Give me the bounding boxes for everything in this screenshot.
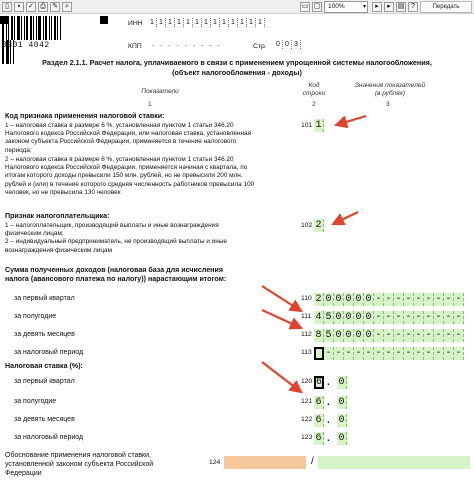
tax-rate-frac-field-122[interactable]: [337, 414, 347, 427]
digit-cell: -: [324, 347, 334, 360]
digit-cell: -: [424, 293, 434, 306]
rate-frac-value: 0: [337, 414, 347, 427]
column-head-values-2: (в рублях): [374, 90, 406, 97]
digit-cell: -: [364, 347, 374, 360]
digit-cell: -: [334, 347, 344, 360]
digit-cell: -: [374, 347, 384, 360]
digit-cell: 0: [334, 293, 344, 306]
line-code-111: 111: [301, 313, 312, 320]
line-code-120: 120: [301, 378, 313, 385]
page-number-field[interactable]: [274, 40, 301, 49]
payer-title: Признак налогоплательщика:: [5, 212, 110, 220]
digit-cell: -: [454, 329, 464, 342]
line-code-112: 112: [301, 331, 312, 338]
justification-article-field[interactable]: [318, 456, 470, 469]
digit-cell: 8: [314, 329, 324, 342]
send-button[interactable]: Передать: [420, 1, 472, 13]
tax-rate-title: Налоговая ставка (%):: [5, 362, 83, 370]
check-icon[interactable]: ✓: [26, 2, 36, 12]
arrow-to-112: [262, 310, 301, 328]
digit-cell: -: [404, 293, 414, 306]
barcode: [2, 16, 62, 40]
digit-cell: -: [434, 293, 444, 306]
corner-marker: [100, 16, 108, 24]
desc-line: Налогового кодекса Российской Федерации, или налоговая ставка, установленная: [5, 130, 252, 138]
inn-digit: 1: [256, 18, 265, 27]
digit-cell: -: [344, 347, 354, 360]
settings-icon[interactable]: ✎: [50, 2, 60, 12]
digit-cell: 0: [334, 329, 344, 342]
digit-cell: -: [414, 329, 424, 342]
desc-line: Налогового кодекса Российской Федерации, применяется начиная с квартала, по: [5, 164, 248, 172]
desc-line: рублей и (или) в течение которого средняя численность работников превысила 100: [5, 180, 255, 188]
rate-code-title: Код признака применения налоговой ставки:: [5, 112, 165, 120]
decimal-point: .: [327, 433, 330, 444]
decimal-point: .: [327, 415, 330, 426]
income-field-113[interactable]: [314, 347, 464, 360]
column-number-2: 2: [312, 101, 316, 108]
digit-cell: -: [384, 311, 394, 324]
payer-field[interactable]: [314, 219, 324, 232]
digit-cell: 5: [324, 311, 334, 324]
digit-cell: 0: [324, 293, 334, 306]
desc-line: вознаграждения физическим лицам: [5, 246, 112, 254]
digit-cell: 0: [364, 311, 374, 324]
digit-cell: 2: [314, 293, 324, 306]
rate-code-field[interactable]: [314, 119, 324, 132]
help-icon[interactable]: ?: [408, 2, 418, 12]
rate-int-value: 6: [314, 414, 324, 427]
column-head-code-2: строки: [302, 90, 326, 97]
column-head-indicators: Показатели: [141, 88, 179, 95]
inn-digit: 1: [148, 18, 157, 27]
inn-digit: 1: [238, 18, 247, 27]
rate-int-value: 6: [314, 432, 324, 445]
digit-cell: 0: [364, 329, 374, 342]
digit-cell: -: [394, 311, 404, 324]
rate-frac-value: 0: [337, 396, 347, 409]
rate-frac-value: 0: [337, 376, 347, 389]
search-icon[interactable]: ⌕: [62, 2, 72, 12]
line-code-121: 121: [301, 398, 313, 405]
digit-cell: 0: [364, 293, 374, 306]
tax-rate-row-label: за налоговый период: [14, 434, 84, 441]
tax-rate-row-label: за девять месяцев: [14, 416, 75, 423]
digit-cell: -: [394, 347, 404, 360]
toolbar: [0, 0, 474, 14]
payer-value: 2: [314, 219, 324, 232]
digit-cell: -: [404, 329, 414, 342]
digit-cell: -: [414, 293, 424, 306]
corner-marker: [0, 16, 8, 24]
income-row-label: за первый квартал: [14, 295, 75, 302]
barcode-number: 0301 4042: [2, 41, 50, 50]
page-last-icon[interactable]: ▸: [384, 2, 394, 12]
page-digit: 0: [274, 40, 283, 49]
digit-cell: -: [384, 347, 394, 360]
page-label: Стр.: [253, 43, 267, 50]
label-line: Федерации: [5, 470, 42, 477]
kpp-label: КПП: [128, 43, 142, 50]
inn-digit: 1: [166, 18, 175, 27]
rate-int-value: 6: [314, 396, 324, 409]
digit-cell: 0: [344, 329, 354, 342]
digit-cell: 0: [344, 293, 354, 306]
label-line: Обоснование применения налоговой ставки,: [5, 452, 151, 459]
income-field-110[interactable]: [314, 293, 464, 306]
digit-cell: -: [404, 311, 414, 324]
page-prev-icon[interactable]: ▢: [313, 3, 321, 10]
column-head-code: Код: [308, 82, 320, 89]
inn-digit: 1: [220, 18, 229, 27]
line-code-110: 110: [301, 295, 312, 302]
inn-digit: 1: [193, 18, 202, 27]
rate-int-value: 6: [316, 377, 323, 388]
digit-cell: -: [374, 311, 384, 324]
line-code-123: 123: [301, 434, 313, 441]
inn-digit: 1: [202, 18, 211, 27]
page-digit: 3: [292, 40, 301, 49]
tax-rate-int-field-121[interactable]: [314, 396, 324, 409]
line-code-122: 122: [301, 416, 313, 423]
line-code-113: 113: [301, 349, 312, 356]
arrow-to-102: [333, 212, 358, 224]
section-subtitle: (объект налогообложения - доходы): [172, 68, 302, 77]
income-row-label: за полугодие: [14, 313, 57, 320]
desc-line: 1 – налоговая ставка в размере 6 %, установленная пунктом 1 статьи 346.20: [5, 122, 234, 129]
tax-rate-row-label: за первый квартал: [14, 378, 75, 385]
digit-cell: -: [374, 293, 384, 306]
digit-cell: -: [444, 311, 454, 324]
tax-rate-row-label: за полугодие: [14, 398, 57, 405]
inn-digit: 1: [247, 18, 256, 27]
rate-frac-value: 0: [337, 432, 347, 445]
digit-cell: -: [354, 347, 364, 360]
column-number-3: 3: [386, 101, 390, 108]
zoom-value: 100%: [328, 3, 345, 10]
label-line: установленной законом субъекта Российской: [5, 461, 154, 468]
slash-separator: /: [311, 456, 314, 467]
tax-rate-int-field-123[interactable]: [314, 432, 324, 445]
desc-line: 1 – налогоплательщик, производящий выплаты и иные вознаграждения: [5, 222, 219, 229]
inn-digit: 1: [211, 18, 220, 27]
inn-digit: 1: [175, 18, 184, 27]
digit-cell: -: [414, 347, 424, 360]
digit-cell: -: [424, 311, 434, 324]
digit-cell: -: [394, 293, 404, 306]
justification-label: [5, 451, 205, 478]
column-number-1: 1: [148, 101, 152, 108]
digit-cell: -: [444, 329, 454, 342]
income-row-label: за девять месяцев: [14, 331, 75, 338]
print-icon[interactable]: ⎙: [38, 2, 48, 12]
column-head-values: Значения показателей: [354, 82, 426, 89]
tax-rate-int-field-122[interactable]: [314, 414, 324, 427]
decimal-point: .: [327, 377, 330, 388]
line-code-124: 124: [209, 459, 221, 466]
line-code-102: 102: [301, 222, 313, 229]
digit-cell: 0: [354, 329, 364, 342]
section-title: Раздел 2.1.1. Расчет налога, уплачиваемого в связи с применением упрощенной системы налогообложения,: [42, 58, 432, 67]
rate-code-value: 1: [314, 119, 324, 132]
income-field-112[interactable]: [314, 329, 464, 342]
page-digit: 0: [283, 40, 292, 49]
desc-line: человек, но не превысила 130 человек: [5, 188, 121, 196]
view-icon[interactable]: ▤: [397, 3, 405, 10]
income-title: Сумма полученных доходов (налоговая база для исчисления: [5, 266, 223, 274]
digit-cell: 0: [344, 311, 354, 324]
tax-rate-frac-field-123[interactable]: [337, 432, 347, 445]
inn-label: ИНН: [128, 20, 143, 27]
inn-digit: 1: [157, 18, 166, 27]
inn-digit: 1: [184, 18, 193, 27]
digit-cell: [314, 347, 324, 360]
digit-cell: -: [434, 311, 444, 324]
digit-cell: -: [454, 293, 464, 306]
tax-rate-int-field-120[interactable]: [314, 376, 324, 389]
digit-cell: 0: [354, 293, 364, 306]
digit-cell: -: [384, 329, 394, 342]
digit-cell: -: [454, 311, 464, 324]
desc-line: итогам которого доходы превысили 150 млн. рублей, но не превысили 200 млн.: [5, 172, 243, 180]
desc-line: 2 – налоговая ставка в размере 8 %, установленная пунктом 1 статьи 346.20: [5, 156, 234, 163]
arrow-to-rates: [262, 362, 301, 392]
income-title-2: налога (авансового платежа по налогу)) нарастающим итогом:: [5, 275, 227, 283]
rate-code-desc-1: [5, 122, 290, 155]
zoom-select[interactable]: [324, 1, 368, 13]
arrow-to-101: [336, 116, 366, 125]
tax-rate-frac-field-120[interactable]: [337, 376, 347, 389]
desc-line: 2 – индивидуальный предприниматель, не производящий выплаты и иные: [5, 238, 227, 246]
arrow-to-111: [262, 286, 301, 311]
payer-desc: [5, 222, 290, 255]
chevron-down-icon: ▾: [362, 4, 366, 10]
digit-cell: -: [424, 347, 434, 360]
desc-line: законом субъекта Российской Федерации, применяется в течение налогового: [5, 138, 237, 146]
desc-line: периода;: [5, 146, 32, 154]
income-field-111[interactable]: [314, 311, 464, 324]
digit-cell: -: [434, 347, 444, 360]
tax-rate-frac-field-121[interactable]: [337, 396, 347, 409]
digit-cell: -: [434, 329, 444, 342]
income-row-label: за налоговый период: [14, 349, 84, 356]
digit-cell: -: [444, 293, 454, 306]
save-icon[interactable]: ▪: [14, 2, 24, 12]
desc-line: физическим лицам;: [5, 230, 64, 238]
line-code-101: 101: [301, 122, 313, 129]
page-icon[interactable]: ▯: [2, 2, 12, 12]
digit-cell: -: [414, 311, 424, 324]
digit-cell: -: [394, 329, 404, 342]
digit-cell: -: [454, 347, 464, 360]
page-first-icon[interactable]: ▭: [301, 3, 309, 10]
digit-cell: -: [404, 347, 414, 360]
digit-cell: 0: [354, 311, 364, 324]
digit-cell: -: [384, 293, 394, 306]
digit-cell: 4: [314, 311, 324, 324]
inn-field[interactable]: [148, 18, 265, 27]
digit-cell: -: [374, 329, 384, 342]
inn-digit: 1: [229, 18, 238, 27]
page-next-icon[interactable]: ▸: [372, 2, 382, 12]
kpp-field[interactable]: - - - - - - - - -: [152, 42, 222, 49]
justification-code-field[interactable]: [224, 456, 306, 469]
digit-cell: 0: [334, 311, 344, 324]
decimal-point: .: [327, 397, 330, 408]
digit-cell: -: [444, 347, 454, 360]
digit-cell: -: [424, 329, 434, 342]
rate-code-desc-2: [5, 156, 290, 197]
digit-cell: 5: [324, 329, 334, 342]
